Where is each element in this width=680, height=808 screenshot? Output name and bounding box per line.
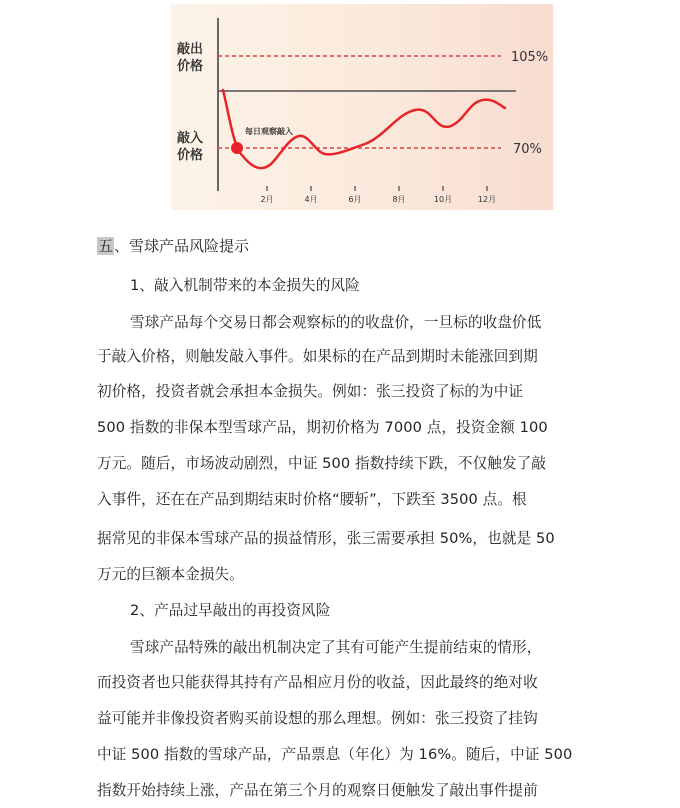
month-tick-label: 10月 [433,195,453,204]
knock-in-label-line1: 敲入 [177,131,204,146]
paragraph-line: 500 指数的非保本型雪球产品，期初价格为 7000 点，投资金额 100 [97,419,548,436]
paragraph-line: 入事件，还在在产品到期结束时价格“腰斩”，下跌至 3500 点。根 [97,491,527,508]
month-tick-label: 4月 [304,195,318,204]
knock-out-pct: 105% [511,50,549,65]
knock-out-label-line1: 敲出 [177,42,204,57]
month-tick-label: 2月 [260,195,274,204]
knock-in-knock-out-figure [171,4,553,210]
month-tick-label: 12月 [477,195,497,204]
figure-svg [171,4,553,210]
paragraph-line: 益可能并非像投资者购买前设想的那么理想。例如：张三投资了挂钩 [97,710,538,727]
x-ticks [267,186,487,191]
knock-out-label-line2: 价格 [177,59,204,74]
knock-in-label-line2: 价格 [177,148,204,163]
paragraph-line: 据常见的非保本雪球产品的损益情形，张三需要承担 50%，也就是 50 [97,530,555,547]
paragraph-line: 初价格，投资者就会承担本金损失。例如：张三投资了标的为中证 [97,383,524,400]
section-title: 雪球产品风险提示 [129,237,250,255]
paragraph-line: 万元。随后，市场波动剧烈，中证 500 指数持续下跌，不仅触发了敲 [97,455,547,472]
month-tick-label: 6月 [348,195,362,204]
knock-in-marker [231,142,243,154]
section-separator: 、 [114,237,130,255]
paragraph-line: 指数开始持续上涨，产品在第三个月的观察日便触发了敲出事件提前 [97,782,538,799]
subheading-1: 1、敲入机制带来的本金损失的风险 [130,277,360,294]
paragraph-line: 雪球产品每个交易日都会观察标的的收盘价，一旦标的收盘价低 [130,314,542,331]
paragraph-line: 而投资者也只能获得其持有产品相应月份的收益，因此最终的绝对收 [97,674,538,691]
month-tick-label: 8月 [392,195,406,204]
section-heading [97,232,249,260]
paragraph-line: 万元的巨额本金损失。 [97,566,244,583]
knock-in-pct: 70% [513,142,542,157]
section-number: 五 [98,237,114,255]
paragraph-line: 雪球产品特殊的敲出机制决定了其有可能产生提前结束的情形， [130,639,542,656]
subheading-2: 2、产品过早敲出的再投资风险 [130,602,331,619]
paragraph-line: 于敲入价格，则触发敲入事件。如果标的在产品到期时未能涨回到期 [97,348,538,365]
daily-observe-label: 每日观察敲入 [245,127,293,136]
month-tick-labels [260,195,496,204]
paragraph-line: 中证 500 指数的雪球产品，产品票息（年化）为 16%。随后，中证 500 [97,746,573,763]
